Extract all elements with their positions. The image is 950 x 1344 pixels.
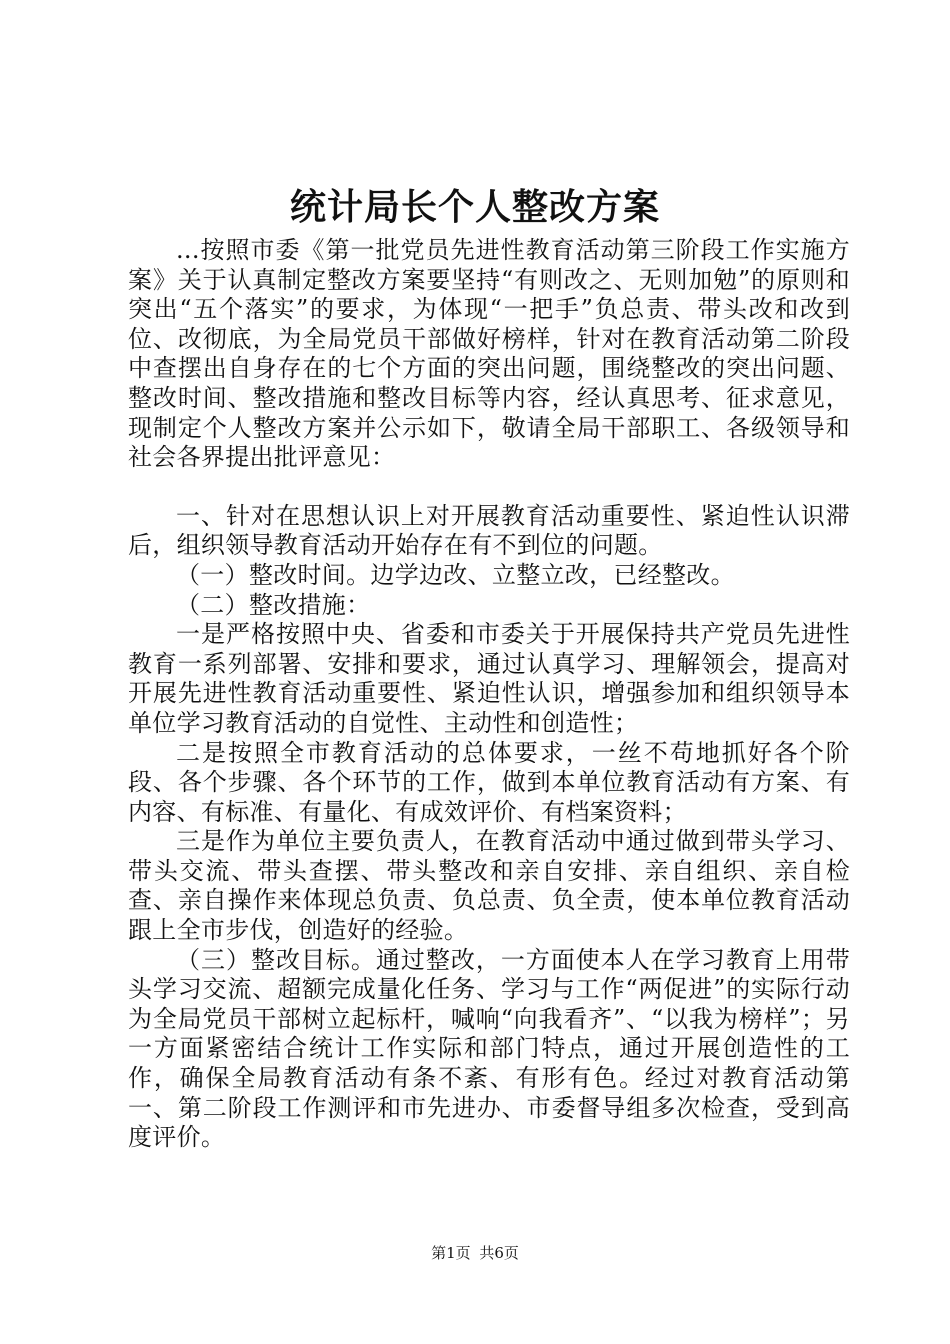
page-total: 共6页	[479, 1244, 519, 1262]
measure-two: 二是按照全市教育活动的总体要求，一丝不苟地抓好各个阶段、各个步骤、各个环节的工作，做到本单位教育活动有方案、有内容、有标准、有量化、有成效评价、有档案资料；	[128, 738, 850, 826]
rectification-measures-heading: （二）整改措施：	[176, 590, 371, 619]
paragraph-gap	[128, 473, 850, 502]
document-body	[128, 236, 850, 1153]
measure-one: 一是严格按照中央、省委和市委关于开展保持共产党员先进性教育一系列部署、安排和要求，通过认真学习、理解领会，提高对开展先进性教育活动重要性、紧迫性认识，增强参加和组织领导本单位学习教育活动的自觉性、主动性和创造性；	[128, 620, 850, 737]
page-number: 第1页	[431, 1244, 471, 1262]
rectification-time: （一）整改时间。边学边改、立整立改，已经整改。	[176, 560, 735, 589]
document-title: 统计局长个人整改方案	[289, 187, 660, 228]
intro-paragraph: ...按照市委《第一批党员先进性教育活动第三阶段工作实施方案》关于认真制定整改方案要坚持“有则改之、无则加勉”的原则和突出“五个落实”的要求，为体现“一把手”负总责、带头改和改到位、改彻底，为全局党员干部做好榜样，针对在教育活动第二阶段中查摆出自身存在的七个方面的突出问题，围绕整改的突出问题、整改时间、整改措施和整改目标等内容，经认真思考、征求意见，现制定个人整改方案并公示如下，敬请全局干部职工、各级领导和社会各界提出批评意见：	[128, 236, 850, 472]
rectification-goal: （三）整改目标。通过整改，一方面使本人在学习教育上用带头学习交流、超额完成量化任务、学习与工作“两促进”的实际行动为全局党员干部树立起标杆，喊响“向我看齐”、“以我为榜样”；另一方面紧密结合统计工作实际和部门特点，通过开展创造性的工作，确保全局教育活动有条不紊、有形有色。经过对教育活动第一、第二阶段工作测评和市先进办、市委督导组多次检查，受到高度评价。	[128, 945, 850, 1152]
measure-three: 三是作为单位主要负责人，在教育活动中通过做到带头学习、带头交流、带头查摆、带头整改和亲自安排、亲自组织、亲自检查、亲自操作来体现总负责、负总责、负全责，使本单位教育活动跟上全市步伐，创造好的经验。	[128, 827, 850, 945]
page-footer	[0, 1243, 950, 1263]
section-heading-one: 一、针对在思想认识上对开展教育活动重要性、紧迫性认识滞后，组织领导教育活动开始存在有不到位的问题。	[128, 501, 850, 560]
